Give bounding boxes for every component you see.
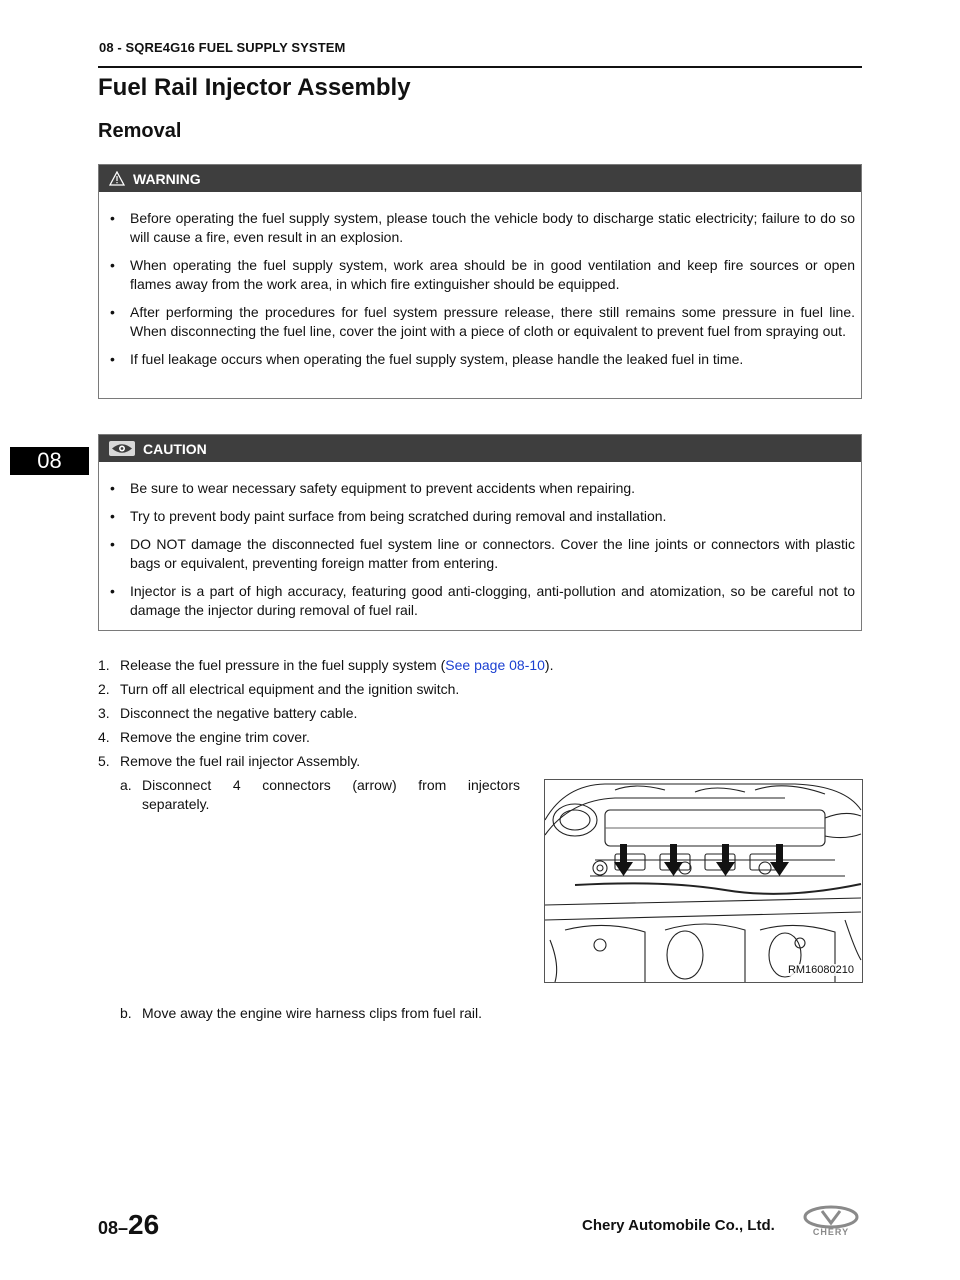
caution-header <box>99 435 861 462</box>
header-divider <box>98 66 862 68</box>
procedure-substep: b. Move away the engine wire harness clips from fuel rail. <box>120 1005 483 1021</box>
logo-wordmark: CHERY <box>812 1227 850 1237</box>
warning-label: WARNING <box>133 170 201 187</box>
eye-icon <box>109 441 135 456</box>
caution-item: • Be sure to wear necessary safety equipment to prevent accidents when repairing. <box>105 479 855 498</box>
page-number: 08–26 <box>98 1209 160 1240</box>
warning-box <box>98 164 862 399</box>
procedure-step: 2. Turn off all electrical equipment and the ignition switch. <box>98 681 460 697</box>
chapter-header: 08 - SQRE4G16 FUEL SUPPLY SYSTEM <box>99 40 346 55</box>
warning-item: • When operating the fuel supply system, work area should be in good ventilation and keep fire sources or open flames away from the work area, in which fire extinguisher should be equipped. <box>105 256 855 294</box>
procedure-step: 3. Disconnect the negative battery cable. <box>98 705 358 721</box>
caution-item: • Injector is a part of high accuracy, featuring good anti-clogging, anti-pollution and atomization, so be careful not to damage the injector during removal of fuel rail. <box>105 582 855 620</box>
engine-illustration <box>544 779 863 983</box>
caution-item: • Try to prevent body paint surface from being scratched during removal and installation. <box>105 507 855 526</box>
company-name: Chery Automobile Co., Ltd. <box>582 1217 775 1234</box>
procedure-substep: a. Disconnect 4 connectors (arrow) from injectors separately. <box>120 777 520 812</box>
figure-code: RM16080210 <box>787 964 854 976</box>
section-title: Removal <box>98 120 182 142</box>
page-title: Fuel Rail Injector Assembly <box>98 74 411 101</box>
warning-triangle-icon <box>109 171 125 186</box>
caution-item: • DO NOT damage the disconnected fuel system line or connectors. Cover the line joints or connectors with plastic bags or equivalent, preventing foreign matter from entering. <box>105 535 855 573</box>
chapter-side-tab: 08 <box>10 447 89 475</box>
chery-logo <box>802 1205 860 1246</box>
warning-item: • Before operating the fuel supply system, please touch the vehicle body to discharge static electricity; failure to do so will cause a fire, even result in an explosion. <box>105 209 855 247</box>
caution-box <box>98 434 862 631</box>
cross-reference-link[interactable]: See page 08-10 <box>445 657 545 673</box>
caution-label: CAUTION <box>143 440 207 457</box>
fuel-rail-injector-drawing <box>545 780 862 982</box>
warning-header <box>99 165 861 192</box>
procedure-step: 4. Remove the engine trim cover. <box>98 729 310 745</box>
procedure-step: 1. Release the fuel pressure in the fuel supply system (See page 08-10). <box>98 657 554 673</box>
warning-item: • After performing the procedures for fuel system pressure release, there still remains some pressure in fuel line. When disconnecting the fuel line, cover the joint with a piece of cloth or equivalent to prevent fuel from spraying out. <box>105 303 855 341</box>
warning-item: • If fuel leakage occurs when operating the fuel supply system, please handle the leaked fuel in time. <box>105 350 855 369</box>
procedure-step: 5. Remove the fuel rail injector Assembly. <box>98 753 361 769</box>
